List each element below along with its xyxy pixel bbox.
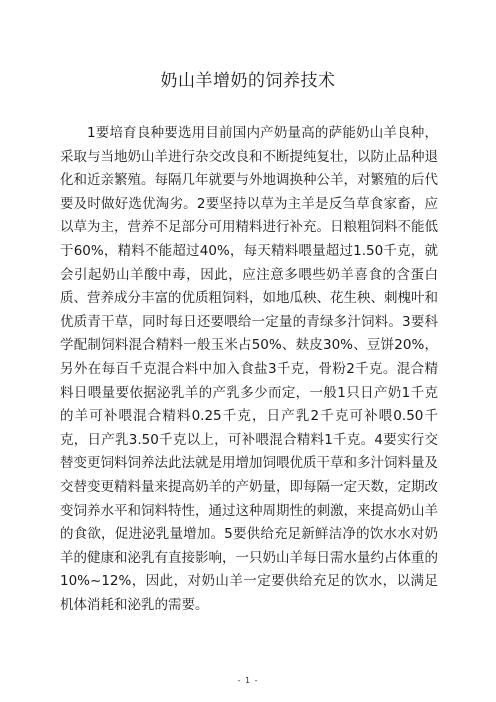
page-number: - 1 - [237, 676, 259, 685]
document-title: 奶山羊增奶的饲养技术 [160, 71, 336, 91]
document-body-paragraph: 1要培育良种要选用目前国内产奶量高的萨能奶山羊良种，采取与当地奶山羊进行杂交改良和不断提纯复壮，以防止品种退化和近亲繁殖。每隔几年就要与外地调换种公羊，对繁殖的后代要及时做好选优淘劣。2要坚持以草为主羊是反刍草食家畜，应以草为主，营养不足部分可用精料进行补充。日粮粗饲料不能低于60%，精料不能超过40%，每天精料喂量超过1.50千克，就会引起奶山羊酸中毒，因此，应注意多喂些奶羊喜食的含蛋白质、营养成分丰富的优质粗饲料，如地瓜秧、花生秧、刺槐叶和优质青干草，同时每日还要喂给一定量的青绿多汁饲料。3要科学配制饲料混合精料一般玉米占50%、麸皮30%、豆饼20%，另外在每百千克混合料中加入食盐3千克，骨粉2千克。混合精料日喂量要依据泌乳羊的产乳多少而定，一般1只日产奶1千克的羊可补喂混合精料0.25千克，日产乳2千克可补喂0.50千克，日产乳3.50千克以上，可补喂混合精料1千克。4要实行交替变更饲料饲养法此法就是用增加饲喂优质干草和多汁饲料量及交替变更精料量来提高奶羊的产奶量，即每隔一定天数，定期改变饲养水平和饲料特性，通过这种周期性的刺激，来提高奶山羊的食欲，促进泌乳量增加。5要供给充足新鲜洁净的饮水水对奶羊的健康和泌乳有直接影响，一只奶山羊每日需水量约占体重的10%~12%，因此，对奶山羊一定要供给充足的饮水，以满足机体消耗和泌乳的需要。 [60, 125, 438, 613]
